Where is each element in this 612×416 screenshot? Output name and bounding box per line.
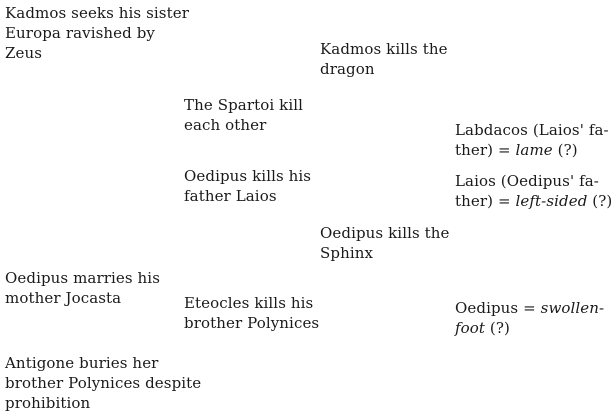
entry-line: Europa ravished by [5, 24, 155, 42]
column4-entry-oedipus-swollen-foot [455, 298, 604, 338]
entry-line: Labdacos (Laios' fa- [455, 121, 609, 139]
entry-line: Zeus [5, 44, 43, 62]
entry-line [455, 298, 604, 318]
entry-line: Oedipus marries his [5, 269, 161, 287]
column4-entry-labdacos-lame [455, 120, 609, 160]
entry-line: Sphinx [320, 244, 374, 262]
entry-text: ther) = [455, 141, 516, 159]
entry-line: father Laios [184, 187, 277, 205]
entry-line: Antigone buries her [5, 354, 159, 372]
column1-entry-oedipus-marries-jocasta [5, 268, 160, 308]
entry-line [455, 191, 612, 211]
entry-line: dragon [320, 60, 375, 78]
entry-line: brother Polynices [184, 314, 320, 332]
entry-line: Laios (Oedipus' fa- [455, 172, 599, 190]
entry-line: Kadmos kills the [320, 40, 448, 58]
entry-line: brother Polynices despite [5, 374, 202, 392]
entry-line: prohibition [5, 394, 91, 412]
entry-text: Oedipus = [455, 299, 541, 317]
entry-line: Oedipus kills his [184, 167, 312, 185]
entry-line [455, 318, 604, 338]
entry-text: (?) [587, 192, 612, 210]
entry-text: (?) [485, 319, 510, 337]
meaning-term: left-sided [515, 192, 588, 210]
entry-line [455, 140, 609, 160]
entry-text: ther) = [455, 192, 516, 210]
entry-line: mother Jocasta [5, 289, 122, 307]
column4-entry-laios-left-sided [455, 171, 612, 211]
entry-line: Eteocles kills his [184, 294, 314, 312]
entry-line: The Spartoi kill [184, 96, 304, 114]
meaning-term: foot [455, 319, 486, 337]
entry-line: each other [184, 116, 267, 134]
column3-entry-oedipus-kills-sphinx [320, 223, 450, 263]
meaning-term: lame [515, 141, 553, 159]
entry-line: Oedipus kills the [320, 224, 450, 242]
column1-entry-kadmos-seeks-europa [5, 3, 189, 63]
column3-entry-kadmos-kills-dragon [320, 39, 448, 79]
column2-entry-oedipus-kills-laios [184, 166, 311, 206]
column1-entry-antigone-buries-polynices [5, 353, 201, 413]
entry-line: Kadmos seeks his sister [5, 4, 189, 22]
column2-entry-eteocles-kills-polynices [184, 293, 319, 333]
column2-entry-spartoi-kill [184, 95, 303, 135]
meaning-term: swollen- [540, 299, 605, 317]
entry-text: (?) [552, 141, 578, 159]
